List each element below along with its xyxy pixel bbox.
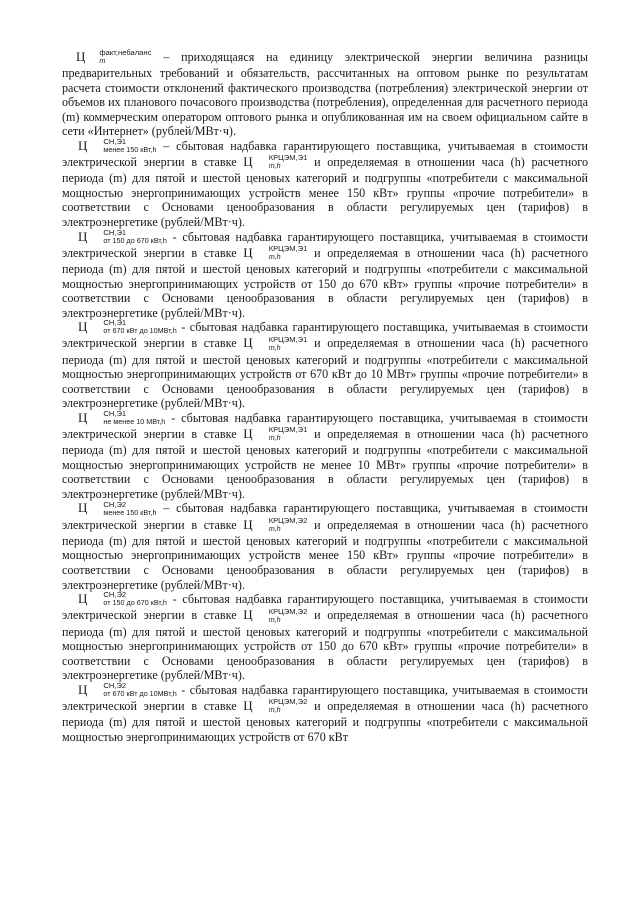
rate-base: Ц [243, 335, 253, 351]
rate-symbol [243, 699, 307, 713]
paragraph-text: - сбытовая надбавка гарантирующего поставщика, учитываемая в стоимости электрической энергии в ставке [62, 229, 588, 260]
rate-superscript: КРЦЭМ,Э1 [268, 334, 308, 344]
rate-base: Ц [243, 516, 253, 532]
formula-symbol [78, 501, 156, 515]
rate-symbol [243, 246, 307, 260]
document-body [62, 50, 588, 744]
rate-base: Ц [243, 426, 253, 442]
symbol-base: Ц [78, 409, 88, 425]
formula-symbol [78, 139, 156, 153]
symbol-subscript: менее 150 кВт,h [103, 145, 157, 155]
paragraph-text: и определяемая в отношении часа (h) расчетного периода (m) для пятой и шестой ценовых категорий и подгруппы «потребители с максимальной мощностью энергопринимающих устройств от 670 кВт до 10 МВт» группы «прочие потребители» в соответствии с Основами ценообразования в области регулируемых цен (тарифов) в электроэнергетике (рублей/МВт·ч). [62, 336, 588, 411]
symbol-superscript: факт,небаланс [99, 48, 152, 58]
definition-paragraph [62, 50, 588, 139]
paragraph-text: и определяемая в отношении часа (h) расчетного периода (m) для пятой и шестой ценовых категорий и подгруппы «потребители с максимальной мощностью энергопринимающих устройств менее 150 кВт» группы «прочие потребители» в соответствии с Основами ценообразования в области регулируемых цен (тарифов) в электроэнергетике (рублей/МВт·ч). [62, 155, 588, 230]
rate-superscript: КРЦЭМ,Э2 [268, 606, 308, 616]
symbol-base: Ц [78, 500, 88, 516]
symbol-subscript: менее 150 кВт,h [103, 507, 157, 517]
rate-base: Ц [243, 697, 253, 713]
formula-symbol [78, 592, 167, 606]
rate-symbol [243, 515, 308, 533]
paragraph-text: и определяемая в отношении часа (h) расчетного периода (m) для пятой и шестой ценовых категорий и подгруппы «потребители с максимальной мощностью энергопринимающих устройств от 150 до 670 кВт» группы «прочие потребители» в соответствии с Основами ценообразования в области регулируемых цен (тарифов) в электроэнергетике (рублей/МВт·ч). [62, 245, 588, 320]
rate-symbol [243, 608, 307, 622]
paragraph-text: и определяемая в отношении часа (h) расчетного периода (m) для пятой и шестой ценовых категорий и подгруппы «потребители с максимальной мощностью энергопринимающих устройств от 670 кВт [62, 698, 588, 744]
rate-base: Ц [243, 154, 253, 170]
symbol-superscript: СН,Э1 [103, 409, 127, 419]
formula-symbol [76, 50, 151, 64]
paragraph-text: - сбытовая надбавка гарантирующего поставщика, учитываемая в стоимости электрической энергии в ставке [62, 592, 588, 623]
paragraph-text: – сбытовая надбавка гарантирующего поставщика, учитываемая в стоимости электрической энергии в ставке [62, 138, 588, 170]
rate-symbol [243, 427, 307, 441]
paragraph-text: и определяемая в отношении часа (h) расчетного периода (m) для пятой и шестой ценовых категорий и подгруппы «потребители с максимальной мощностью энергопринимающих устройств от 150 до 670 кВт» группы «прочие потребители» в соответствии с Основами ценообразования в области регулируемых цен (тарифов) в электроэнергетике (рублей/МВт·ч). [62, 608, 588, 683]
symbol-superscript: СН,Э1 [103, 137, 127, 147]
symbol-base: Ц [78, 319, 88, 335]
symbol-superscript: СН,Э2 [103, 680, 127, 690]
paragraph-text: и определяемая в отношении часа (h) расчетного периода (m) для пятой и шестой ценовых категорий и подгруппы «потребители с максимальной мощностью энергопринимающих устройств не менее 10 МВт» группы «прочие потребители» в соответствии с Основами ценообразования в области регулируемых цен (тарифов) в электроэнергетике (рублей/МВт·ч). [62, 427, 588, 501]
formula-symbol [78, 411, 165, 425]
rate-subscript: m,h [268, 523, 281, 533]
symbol-base: Ц [78, 681, 88, 697]
symbol-base: Ц [76, 49, 86, 64]
definition-paragraph [62, 680, 588, 745]
rate-subscript: m,h [268, 252, 281, 262]
symbol-subscript: от 670 кВт до 10МВт,h [103, 688, 177, 698]
rate-base: Ц [243, 244, 253, 260]
paragraph-text: – приходящаяся на единицу электрической энергии величина разницы предварительных требований и обязательств, рассчитанных на оптовом рынке по результатам расчета стоимости отклонений фактического производства (потребления) электрической энергии от объемов их планового почасового производства (потребления), определенная для расчетного периода (m) коммерческим оператором оптового рынка и опубликованная им на своем официальном сайте в сети «Интернет» (рублей/МВт·ч). [62, 50, 588, 139]
rate-subscript: m,h [268, 433, 281, 443]
definition-paragraph [62, 592, 588, 683]
paragraph-text: – сбытовая надбавка гарантирующего поставщика, учитываемая в стоимости электрической энергии в ставке [62, 501, 588, 532]
formula-symbol [78, 227, 167, 245]
rate-superscript: КРЦЭМ,Э2 [268, 697, 308, 707]
rate-subscript: m,h [268, 161, 281, 171]
formula-symbol [78, 320, 177, 334]
definition-paragraph [62, 320, 588, 411]
symbol-subscript: от 150 до 670 кВт,h [103, 598, 167, 608]
symbol-subscript: от 150 до 670 кВт,h [103, 235, 167, 245]
rate-subscript: m,h [268, 705, 281, 715]
paragraph-text: - сбытовая надбавка гарантирующего поставщика, учитываемая в стоимости электрической энергии в ставке [62, 682, 588, 713]
rate-subscript: m,h [268, 614, 281, 624]
symbol-base: Ц [78, 137, 88, 153]
symbol-base: Ц [78, 228, 88, 244]
rate-superscript: КРЦЭМ,Э2 [268, 515, 308, 525]
rate-symbol [243, 155, 307, 169]
definition-paragraph [62, 227, 588, 321]
definition-paragraph [62, 501, 588, 592]
symbol-superscript: СН,Э1 [103, 318, 127, 328]
symbol-superscript: СН,Э2 [103, 590, 127, 600]
symbol-base: Ц [78, 591, 88, 607]
rate-subscript: m,h [268, 342, 281, 352]
definition-paragraph [62, 139, 588, 230]
symbol-subscript: от 670 кВт до 10МВт,h [103, 326, 177, 336]
rate-superscript: КРЦЭМ,Э1 [268, 425, 308, 435]
symbol-subscript: m [99, 56, 106, 66]
formula-symbol [78, 680, 177, 698]
paragraph-text: - сбытовая надбавка гарантирующего поставщика, учитываемая в стоимости электрической энергии в ставке [62, 410, 588, 442]
paragraph-text: и определяемая в отношении часа (h) расчетного периода (m) для пятой и шестой ценовых категорий и подгруппы «потребители с максимальной мощностью энергопринимающих устройств менее 150 кВт» группы «прочие потребители» в соответствии с Основами ценообразования в области регулируемых цен (тарифов) в электроэнергетике (рублей/МВт·ч). [62, 517, 588, 592]
rate-superscript: КРЦЭМ,Э1 [268, 244, 308, 254]
paragraph-text: - сбытовая надбавка гарантирующего поставщика, учитываемая в стоимости электрической энергии в ставке [62, 320, 588, 351]
symbol-subscript: не менее 10 МВт,h [103, 417, 166, 427]
definition-paragraph [62, 411, 588, 502]
rate-symbol [243, 336, 307, 350]
symbol-superscript: СН,Э2 [103, 499, 127, 509]
symbol-superscript: СН,Э1 [103, 227, 127, 237]
rate-base: Ц [243, 607, 253, 623]
rate-superscript: КРЦЭМ,Э1 [268, 153, 308, 163]
